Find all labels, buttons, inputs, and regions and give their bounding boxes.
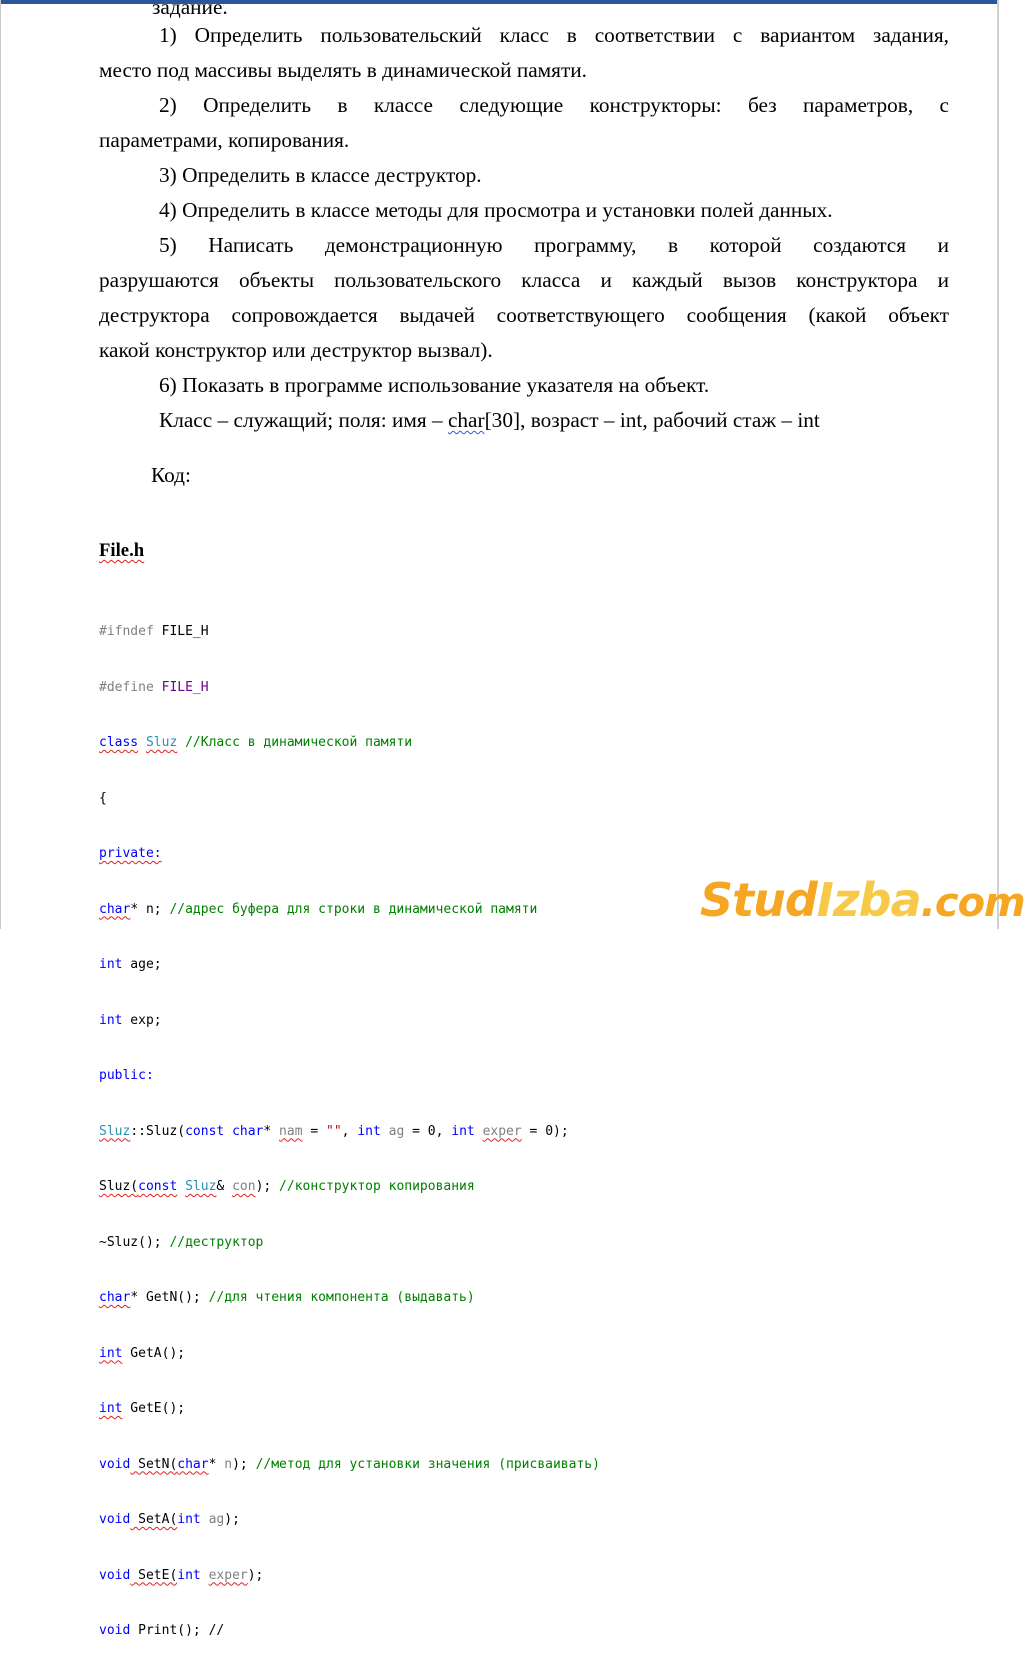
item-5-line-4: какой конструктор или деструктор вызвал). [99, 338, 493, 362]
item-6: 6) Показать в программе использование указателя на объект. [159, 373, 710, 397]
code-line: { [99, 790, 107, 806]
code-label: Код: [151, 463, 191, 487]
code-line: void SetN(char* n); //метод для установки значения (присваивать) [99, 1456, 600, 1472]
class-line-char-word: char [447, 408, 485, 432]
item-1-line-1: 1) Определить пользовательский класс в соответствии с вариантом задания, [159, 23, 949, 47]
item-5-line-1: 5) Написать демонстрационную программу, в которой создаются и [159, 233, 949, 257]
item-2-line-1: 2) Определить в классе следующие конструкторы: без параметров, с [159, 93, 949, 117]
item-2-line-2: параметрами, копирования. [99, 128, 350, 152]
code-line: char* GetN(); //для чтения компонента (выдавать) [99, 1290, 475, 1305]
heading-partial: задание. [152, 0, 228, 19]
item-3: 3) Определить в классе деструктор. [159, 163, 482, 187]
class-line-prefix: Класс – служащий; поля: имя – [159, 408, 448, 432]
code-line: int GetA(); [99, 1345, 186, 1361]
file-title: File.h [99, 540, 145, 561]
code-line: ~Sluz(); //деструктор [99, 1234, 264, 1250]
code-line: void SetA(int ag); [99, 1512, 240, 1527]
code-line: class Sluz //Класс в динамической памяти [99, 735, 413, 750]
code-line: int GetE(); [99, 1401, 186, 1416]
code-line: public: [99, 1068, 154, 1083]
code-line: int exp; [99, 1012, 162, 1028]
code-line: Sluz::Sluz(const char* nam = "", int ag = 0, int exper = 0); [99, 1123, 569, 1139]
item-1-line-2: место под массивы выделять в динамической памяти. [99, 58, 587, 82]
code-line: Sluz(const Sluz& con); //конструктор копирования [99, 1179, 475, 1194]
code-line: #define FILE_H [99, 679, 209, 695]
code-line: void Print(); // [99, 1623, 225, 1638]
code-line: #ifndef FILE_H [99, 624, 209, 639]
code-line: private: [99, 846, 162, 861]
page-right-edge [997, 0, 999, 929]
class-line-suffix: [30], возраст – int, рабочий стаж – int [484, 408, 820, 432]
code-line: void SetE(int exper); [99, 1567, 264, 1583]
item-5-line-3: деструктора сопровождается выдачей соответствующего сообщения (какой объект [99, 303, 949, 327]
code-line: int age; [99, 957, 162, 972]
studizba-watermark-logo: StudIzba.com [700, 873, 1025, 927]
class-description-line [99, 403, 949, 438]
item-5-line-2: разрушаются объекты пользовательского класса и каждый вызов конструктора и [99, 268, 949, 292]
page-left-edge [0, 0, 1, 929]
code-line: char* n; //адрес буфера для строки в динамической памяти [99, 901, 538, 917]
item-4: 4) Определить в классе методы для просмотра и установки полей данных. [159, 198, 833, 222]
code-block [99, 586, 600, 1659]
